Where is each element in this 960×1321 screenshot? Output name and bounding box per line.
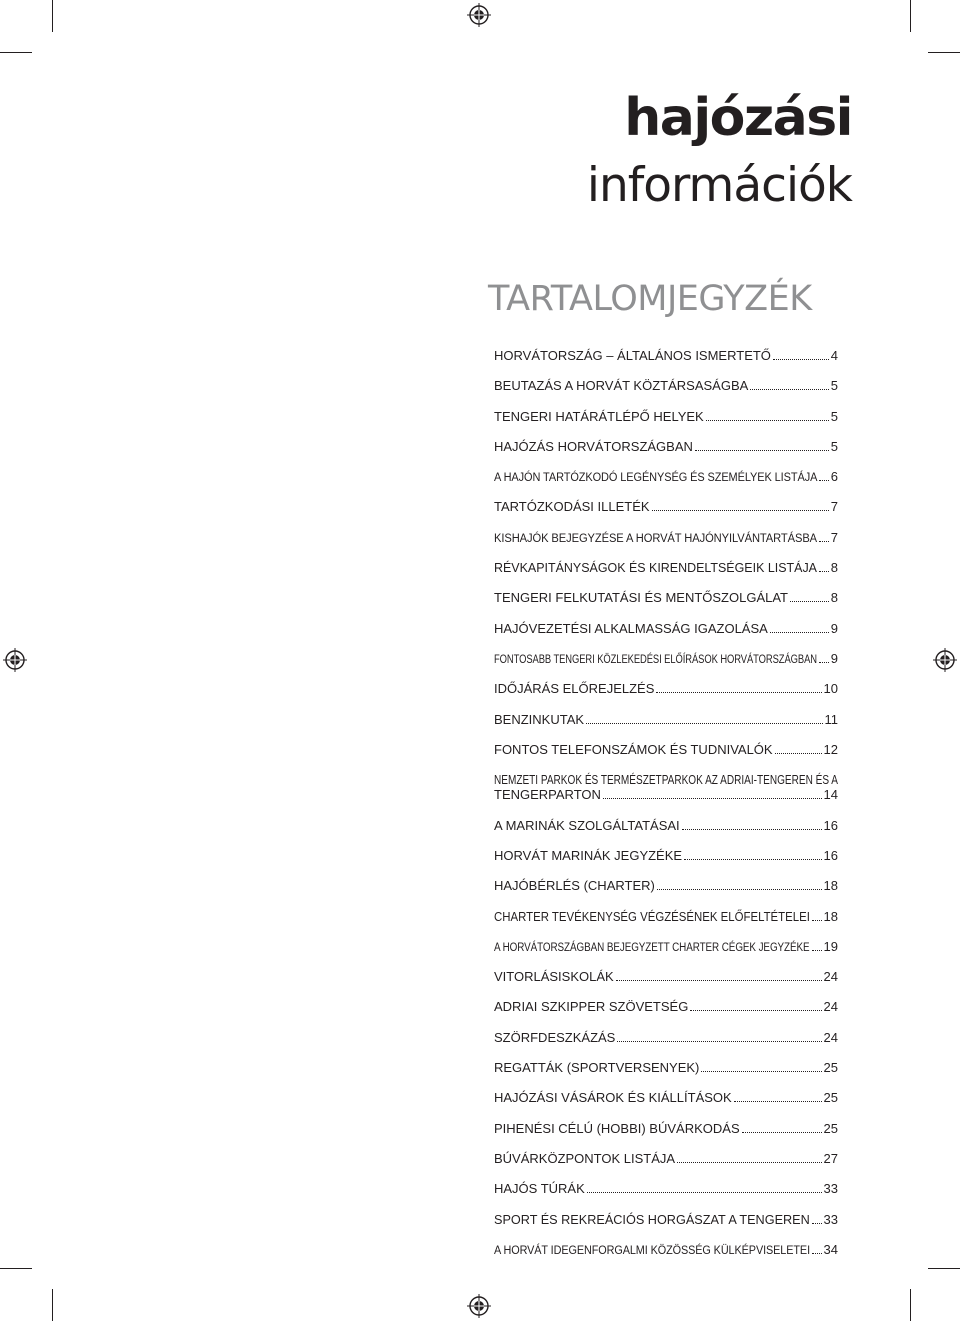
toc-entry[interactable] (494, 500, 838, 514)
toc-page-number: 18 (823, 878, 838, 894)
toc-entry-line (494, 349, 838, 363)
toc-entry-line (494, 849, 838, 863)
toc-entry-label: BENZINKUTAK (494, 711, 585, 727)
toc-entry[interactable] (494, 849, 838, 863)
toc-entry-label: A HORVÁT IDEGENFORGALMI KÖZÖSSÉG KÜLKÉPVISELETEI (494, 1242, 811, 1257)
toc-page-number: 8 (830, 590, 838, 606)
toc-page-number: 34 (823, 1241, 838, 1257)
toc-page-number: 9 (830, 620, 838, 636)
toc-entry-line (494, 940, 838, 954)
page-title-bold: hajózási (624, 88, 852, 148)
toc-page-number: 16 (823, 817, 838, 833)
toc-entry-line (494, 743, 838, 757)
toc-entry-line (494, 713, 838, 727)
toc-heading: TARTALOMJEGYZÉK (488, 279, 812, 319)
toc-dot-leader (603, 798, 822, 799)
registration-mark-bottom-icon (467, 1294, 491, 1318)
toc-entry-line (494, 561, 838, 575)
toc-page-number: 6 (830, 469, 838, 485)
toc-entry-line (494, 652, 838, 666)
toc-page-number: 25 (823, 1090, 838, 1106)
toc-entry-line (494, 682, 838, 696)
toc-entry-line (494, 1091, 838, 1105)
crop-mark-left-top (0, 52, 32, 53)
toc-entry-label: HAJÓZÁS HORVÁTORSZÁGBAN (494, 438, 693, 454)
toc-entry[interactable] (494, 1000, 838, 1014)
toc-page-number: 25 (823, 1120, 838, 1136)
toc-entry[interactable] (494, 1031, 838, 1045)
toc-entry[interactable] (494, 1182, 838, 1196)
toc-dot-leader (617, 1041, 821, 1042)
toc-entry-line (494, 379, 838, 393)
toc-page-number: 14 (823, 787, 838, 803)
toc-entry-label: A MARINÁK SZOLGÁLTATÁSAI (494, 817, 680, 833)
toc-entry[interactable] (494, 531, 838, 545)
toc-entry-line (494, 1152, 838, 1166)
toc-entry[interactable] (494, 819, 838, 833)
toc-dot-leader (750, 389, 828, 390)
toc-dot-leader (819, 571, 829, 572)
toc-entry-label-line1: NEMZETI PARKOK ÉS TERMÉSZETPARKOK AZ ADRIAI-TENGEREN ÉS A (494, 772, 838, 788)
toc-dot-leader (684, 859, 821, 860)
toc-entry-line (494, 531, 838, 545)
toc-entry-line (494, 879, 838, 893)
crop-mark-right-top (928, 52, 960, 53)
toc-dot-leader (812, 920, 822, 921)
toc-page-number: 33 (823, 1211, 838, 1227)
toc-dot-leader (812, 950, 822, 951)
toc-entry-label: VITORLÁSISKOLÁK (494, 969, 614, 985)
toc-entry-line (494, 1031, 838, 1045)
toc-dot-leader (695, 450, 829, 451)
toc-dot-leader (773, 359, 829, 360)
registration-mark-left-icon (3, 648, 27, 672)
toc-dot-leader (790, 601, 829, 602)
toc-entry-label: HAJÓVEZETÉSI ALKALMASSÁG IGAZOLÁSA (494, 620, 768, 636)
toc-entry-label: TENGERPARTON (494, 787, 601, 803)
toc-page-number: 16 (823, 847, 838, 863)
toc-entry[interactable] (494, 743, 838, 757)
toc-entry[interactable] (494, 349, 838, 363)
toc-entry[interactable] (494, 379, 838, 393)
crop-mark-bottom-right (910, 1289, 911, 1321)
crop-mark-top-right (910, 0, 911, 32)
toc-page-number: 25 (823, 1060, 838, 1076)
toc-dot-leader (812, 1223, 822, 1224)
table-of-contents (494, 349, 838, 1273)
toc-page-number: 9 (830, 650, 838, 666)
toc-page-number: 27 (823, 1150, 838, 1166)
toc-dot-leader (819, 480, 829, 481)
toc-entry-line (494, 788, 838, 802)
toc-page-number: 24 (823, 1029, 838, 1045)
toc-entry-label: SZÖRFDESZKÁZÁS (494, 1029, 616, 1045)
toc-entry[interactable] (494, 561, 838, 575)
toc-page-number: 8 (830, 560, 838, 576)
toc-entry-label: HAJÓS TÚRÁK (494, 1181, 585, 1197)
toc-entry[interactable] (494, 910, 838, 924)
toc-entry-label: BEUTAZÁS A HORVÁT KÖZTÁRSASÁGBA (494, 378, 749, 394)
toc-entry[interactable] (494, 773, 838, 802)
toc-dot-leader (586, 723, 822, 724)
toc-entry[interactable] (494, 440, 838, 454)
toc-entry[interactable] (494, 410, 838, 424)
toc-page-number: 4 (830, 348, 838, 363)
toc-dot-leader (734, 1101, 822, 1102)
toc-entry[interactable] (494, 591, 838, 605)
toc-entry-label: HAJÓBÉRLÉS (CHARTER) (494, 878, 655, 894)
toc-entry-line (494, 500, 838, 514)
toc-dot-leader (775, 753, 822, 754)
toc-entry-line (494, 1000, 838, 1014)
toc-entry[interactable] (494, 622, 838, 636)
toc-entry-label: SPORT ÉS REKREÁCIÓS HORGÁSZAT A TENGEREN (494, 1211, 810, 1227)
toc-entry-label: CHARTER TEVÉKENYSÉG VÉGZÉSÉNEK ELŐFELTÉTELEI (494, 908, 810, 924)
toc-entry[interactable] (494, 879, 838, 893)
toc-entry-label: ADRIAI SZKIPPER SZÖVETSÉG (494, 999, 689, 1015)
toc-page-number: 24 (823, 969, 838, 985)
toc-entry-label: PIHENÉSI CÉLÚ (HOBBI) BÚVÁRKODÁS (494, 1120, 740, 1136)
toc-entry-line (494, 410, 838, 424)
toc-dot-leader (652, 510, 829, 511)
toc-dot-leader (742, 1132, 822, 1133)
toc-entry[interactable] (494, 1091, 838, 1105)
toc-entry-label: FONTOS TELEFONSZÁMOK ÉS TUDNIVALÓK (494, 741, 773, 757)
toc-entry-label: RÉVKAPITÁNYSÁGOK ÉS KIRENDELTSÉGEIK LISTÁJA (494, 560, 817, 576)
crop-mark-top-left (52, 0, 53, 32)
toc-dot-leader (682, 829, 822, 830)
toc-entry[interactable] (494, 652, 838, 666)
toc-entry-label: TENGERI HATÁRÁTLÉPŐ HELYEK (494, 408, 704, 424)
crop-mark-bottom-left (52, 1289, 53, 1321)
toc-entry-line (494, 1061, 838, 1075)
toc-dot-leader (657, 889, 822, 890)
toc-entry-line (494, 1122, 838, 1136)
toc-dot-leader (770, 632, 829, 633)
toc-page-number: 7 (830, 529, 838, 545)
toc-page-number: 7 (830, 499, 838, 515)
toc-entry[interactable] (494, 1122, 838, 1136)
toc-entry-label: IDŐJÁRÁS ELŐREJELZÉS (494, 681, 655, 697)
toc-dot-leader (819, 662, 829, 663)
toc-page-number: 33 (823, 1181, 838, 1197)
crop-mark-left-bottom (0, 1268, 32, 1269)
toc-entry-line (494, 622, 838, 636)
toc-entry-label: BÚVÁRKÖZPONTOK LISTÁJA (494, 1150, 676, 1166)
toc-entry[interactable] (494, 940, 838, 954)
toc-entry-line (494, 910, 838, 924)
toc-dot-leader (701, 1071, 821, 1072)
toc-entry-label: TARTÓZKODÁSI ILLETÉK (494, 499, 650, 515)
toc-entry[interactable] (494, 970, 838, 984)
toc-entry[interactable] (494, 470, 838, 484)
registration-mark-right-icon (933, 648, 957, 672)
page-title-light: információk (586, 158, 852, 213)
toc-dot-leader (690, 1010, 821, 1011)
toc-entry[interactable] (494, 1152, 838, 1166)
toc-page-number: 12 (823, 741, 838, 757)
toc-page-number: 5 (830, 408, 838, 424)
toc-dot-leader (656, 692, 821, 693)
toc-entry-label: REGATTÁK (SPORTVERSENYEK) (494, 1060, 700, 1076)
toc-entry-line (494, 1182, 838, 1196)
toc-page-number: 5 (830, 438, 838, 454)
toc-entry[interactable] (494, 682, 838, 696)
toc-entry-label: A HAJÓN TARTÓZKODÓ LEGÉNYSÉG ÉS SZEMÉLYEK LISTÁJA (494, 470, 818, 485)
toc-dot-leader (677, 1162, 821, 1163)
toc-entry-label: FONTOSABB TENGERI KÖZLEKEDÉSI ELŐÍRÁSOK HORVÁTORSZÁGBAN (494, 651, 817, 666)
toc-entry[interactable] (494, 713, 838, 727)
toc-entry-label: HORVÁTORSZÁG – ÁLTALÁNOS ISMERTETŐ (494, 348, 771, 363)
toc-entry[interactable] (494, 1243, 838, 1257)
toc-entry-label: A HORVÁTORSZÁGBAN BEJEGYZETT CHARTER CÉGEK JEGYZÉKE (494, 939, 810, 954)
toc-page-number: 24 (823, 999, 838, 1015)
toc-entry-line (494, 1243, 838, 1257)
toc-page-number: 10 (823, 681, 838, 697)
toc-entry-label: KISHAJÓK BEJEGYZÉSE A HORVÁT HAJÓNYILVÁNTARTÁSBA (494, 530, 818, 545)
toc-dot-leader (706, 420, 829, 421)
toc-entry-line (494, 591, 838, 605)
toc-entry-line (494, 819, 838, 833)
toc-entry[interactable] (494, 1061, 838, 1075)
toc-entry-line (494, 970, 838, 984)
toc-dot-leader (819, 541, 829, 542)
toc-page-number: 11 (824, 711, 838, 727)
toc-page-number: 5 (830, 378, 838, 394)
toc-dot-leader (812, 1253, 821, 1254)
toc-entry-line (494, 1213, 838, 1227)
toc-entry-line (494, 440, 838, 454)
crop-mark-right-bottom (928, 1268, 960, 1269)
registration-mark-top-icon (467, 3, 491, 27)
toc-entry[interactable] (494, 1213, 838, 1227)
toc-entry-label: TENGERI FELKUTATÁSI ÉS MENTŐSZOLGÁLAT (494, 590, 788, 606)
toc-entry-label: HAJÓZÁSI VÁSÁROK ÉS KIÁLLÍTÁSOK (494, 1090, 732, 1106)
toc-entry-label: HORVÁT MARINÁK JEGYZÉKE (494, 847, 683, 863)
toc-page-number: 18 (823, 908, 838, 924)
toc-dot-leader (616, 980, 822, 981)
toc-page-number: 19 (823, 938, 838, 954)
toc-dot-leader (587, 1192, 822, 1193)
toc-entry-line (494, 470, 838, 484)
